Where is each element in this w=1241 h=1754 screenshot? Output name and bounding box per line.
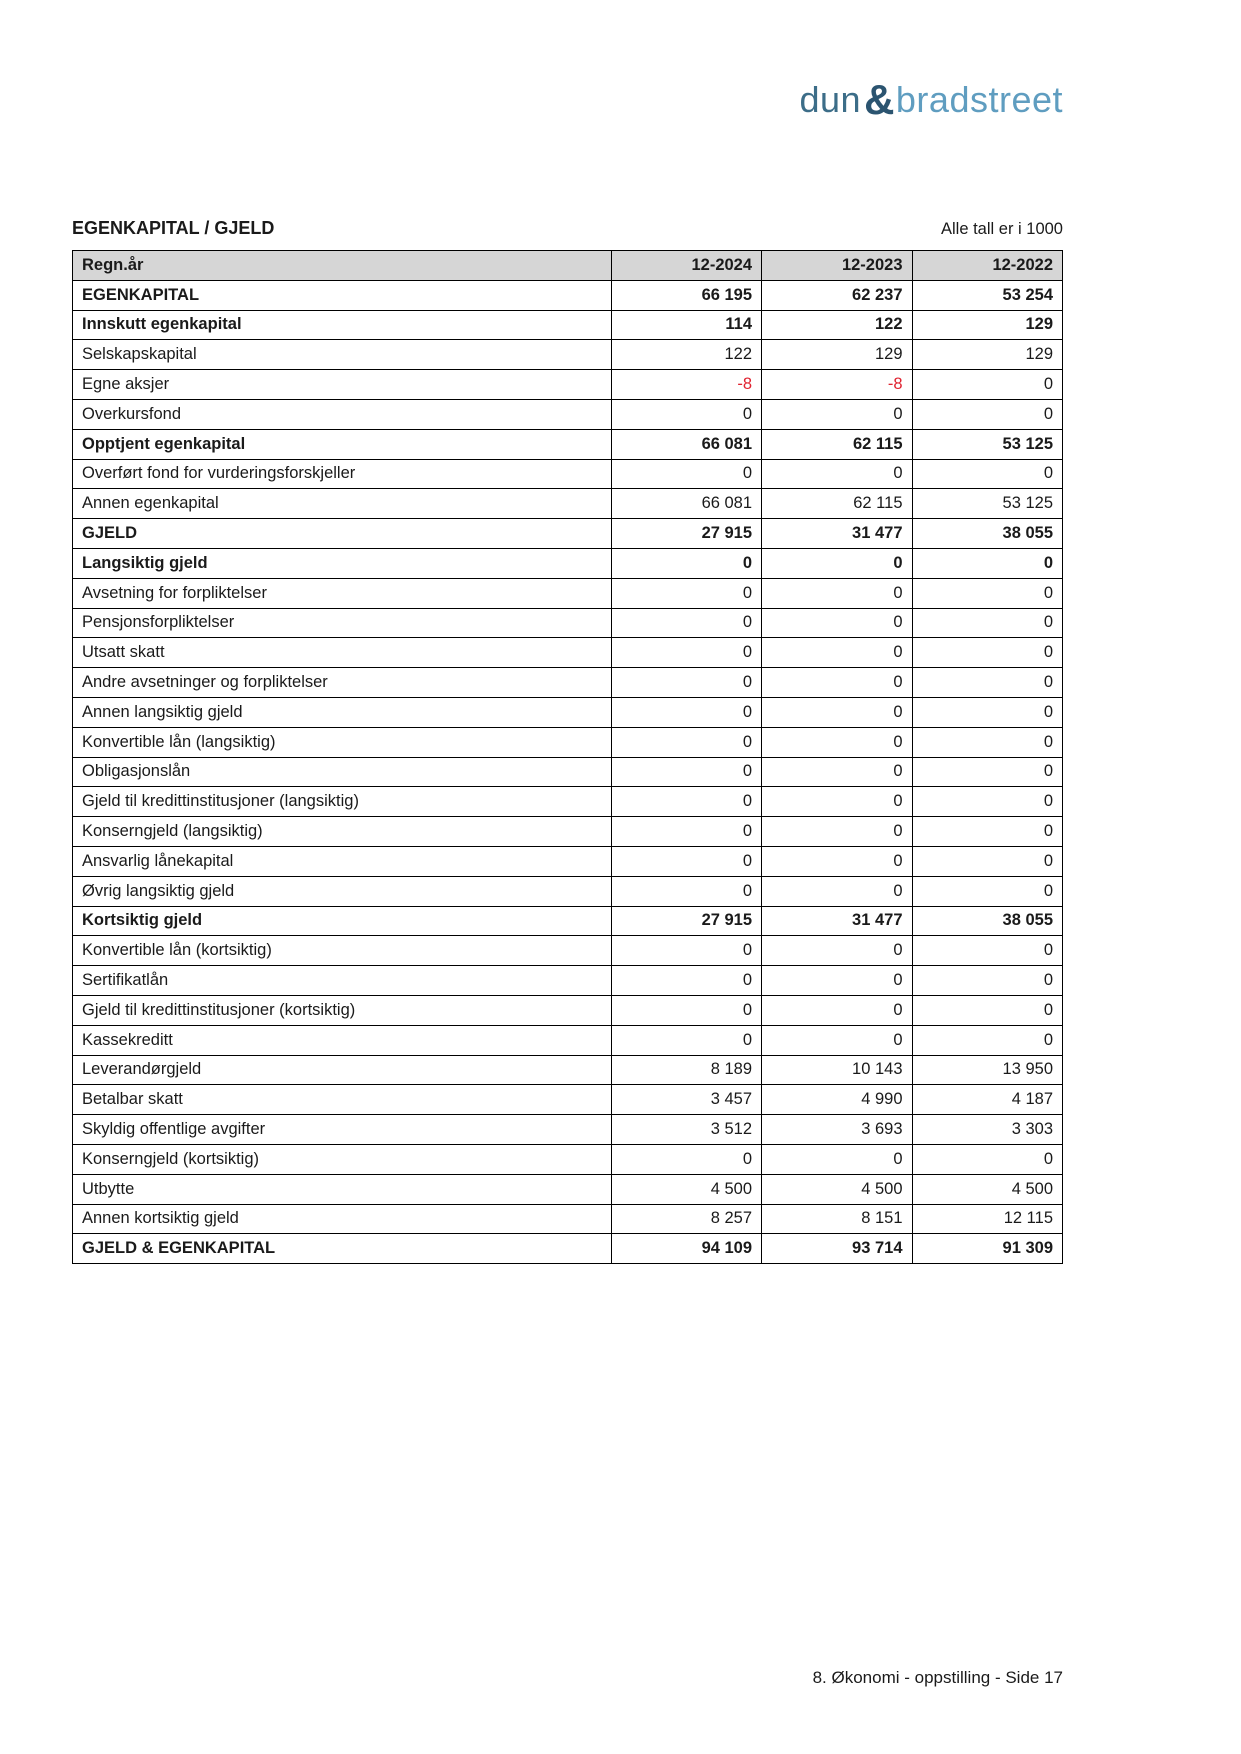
row-label: Egne aksjer [73, 370, 612, 400]
row-value: 8 151 [762, 1204, 912, 1234]
row-value: 0 [762, 399, 912, 429]
row-value: 129 [912, 310, 1063, 340]
row-label: Annen egenkapital [73, 489, 612, 519]
row-value: 0 [912, 876, 1063, 906]
row-value: 0 [611, 608, 761, 638]
row-value: 53 125 [912, 489, 1063, 519]
row-value: 0 [611, 459, 761, 489]
row-label: Konvertible lån (langsiktig) [73, 727, 612, 757]
section-title: EGENKAPITAL / GJELD [72, 218, 275, 238]
row-label: Annen kortsiktig gjeld [73, 1204, 612, 1234]
balance-sheet-section [72, 218, 1063, 1264]
row-value: 0 [611, 638, 761, 668]
row-label: Kassekreditt [73, 1025, 612, 1055]
table-row [73, 727, 1063, 757]
table-row [73, 608, 1063, 638]
row-value: 0 [611, 668, 761, 698]
row-label: Konserngjeld (kortsiktig) [73, 1144, 612, 1174]
row-value: 4 187 [912, 1085, 1063, 1115]
row-value: 66 081 [611, 429, 761, 459]
row-value: 66 195 [611, 280, 761, 310]
table-row [73, 1204, 1063, 1234]
dun-and-bradstreet-logo [799, 76, 1063, 124]
table-row [73, 995, 1063, 1025]
table-row [73, 876, 1063, 906]
table-row [73, 817, 1063, 847]
row-value: 62 115 [762, 489, 912, 519]
row-value: 53 254 [912, 280, 1063, 310]
row-value: 0 [912, 548, 1063, 578]
row-value: 0 [762, 697, 912, 727]
table-row [73, 310, 1063, 340]
row-value: 0 [611, 1144, 761, 1174]
row-label: Annen langsiktig gjeld [73, 697, 612, 727]
row-value: 0 [611, 817, 761, 847]
table-row [73, 936, 1063, 966]
row-value: 0 [912, 727, 1063, 757]
row-value: 0 [611, 1025, 761, 1055]
row-value: 91 309 [912, 1234, 1063, 1264]
column-header-year: 12-2023 [762, 251, 912, 281]
row-value: 4 990 [762, 1085, 912, 1115]
balance-table-body [73, 280, 1063, 1263]
row-value: 3 693 [762, 1115, 912, 1145]
row-label: Gjeld til kredittinstitusjoner (kortsiktig) [73, 995, 612, 1025]
row-value: 0 [611, 787, 761, 817]
row-value: 66 081 [611, 489, 761, 519]
row-value: -8 [762, 370, 912, 400]
row-value: 0 [611, 697, 761, 727]
row-value: 8 257 [611, 1204, 761, 1234]
row-label: Selskapskapital [73, 340, 612, 370]
row-value: 0 [611, 757, 761, 787]
row-value: 38 055 [912, 906, 1063, 936]
row-value: 0 [611, 936, 761, 966]
row-label: GJELD [73, 519, 612, 549]
table-row [73, 1025, 1063, 1055]
row-value: 0 [762, 876, 912, 906]
row-value: 31 477 [762, 519, 912, 549]
logo-text-dun: dun [799, 79, 862, 120]
row-label: Utsatt skatt [73, 638, 612, 668]
table-row [73, 489, 1063, 519]
row-value: 0 [912, 697, 1063, 727]
row-value: 0 [611, 876, 761, 906]
table-row [73, 966, 1063, 996]
table-row [73, 548, 1063, 578]
table-row [73, 519, 1063, 549]
row-label: EGENKAPITAL [73, 280, 612, 310]
row-value: 0 [762, 757, 912, 787]
row-label: GJELD & EGENKAPITAL [73, 1234, 612, 1264]
row-value: 0 [762, 966, 912, 996]
row-label: Obligasjonslån [73, 757, 612, 787]
row-value: 12 115 [912, 1204, 1063, 1234]
row-value: 0 [762, 846, 912, 876]
row-value: 0 [762, 578, 912, 608]
table-row [73, 459, 1063, 489]
row-label: Overført fond for vurderingsforskjeller [73, 459, 612, 489]
row-value: 0 [912, 370, 1063, 400]
row-value: 93 714 [762, 1234, 912, 1264]
table-header-row [73, 251, 1063, 281]
row-value: 3 512 [611, 1115, 761, 1145]
row-value: 122 [611, 340, 761, 370]
row-value: 62 237 [762, 280, 912, 310]
table-row [73, 1115, 1063, 1145]
row-label: Kortsiktig gjeld [73, 906, 612, 936]
row-value: 0 [611, 995, 761, 1025]
table-row [73, 1144, 1063, 1174]
row-label: Overkursfond [73, 399, 612, 429]
row-value: 38 055 [912, 519, 1063, 549]
row-value: 129 [912, 340, 1063, 370]
row-label: Utbytte [73, 1174, 612, 1204]
table-row [73, 399, 1063, 429]
row-value: 31 477 [762, 906, 912, 936]
row-value: 122 [762, 310, 912, 340]
table-row [73, 757, 1063, 787]
logo-ampersand-icon: & [864, 76, 895, 123]
row-value: 0 [611, 548, 761, 578]
logo-text-bradstreet: bradstreet [895, 79, 1063, 120]
row-value: 4 500 [762, 1174, 912, 1204]
table-row [73, 668, 1063, 698]
column-header-year: 12-2024 [611, 251, 761, 281]
balance-table [72, 250, 1063, 1264]
row-value: 0 [611, 578, 761, 608]
row-value: 0 [611, 727, 761, 757]
row-label: Langsiktig gjeld [73, 548, 612, 578]
row-value: 8 189 [611, 1055, 761, 1085]
row-value: 0 [611, 966, 761, 996]
row-value: -8 [611, 370, 761, 400]
row-value: 0 [762, 817, 912, 847]
row-value: 0 [912, 578, 1063, 608]
table-row [73, 1055, 1063, 1085]
row-value: 0 [762, 608, 912, 638]
unit-note: Alle tall er i 1000 [941, 220, 1063, 238]
row-value: 0 [912, 1025, 1063, 1055]
row-label: Konserngjeld (langsiktig) [73, 817, 612, 847]
row-value: 0 [912, 995, 1063, 1025]
table-row [73, 578, 1063, 608]
row-value: 3 303 [912, 1115, 1063, 1145]
row-value: 10 143 [762, 1055, 912, 1085]
row-value: 13 950 [912, 1055, 1063, 1085]
row-value: 0 [611, 399, 761, 429]
row-value: 0 [912, 846, 1063, 876]
row-value: 94 109 [611, 1234, 761, 1264]
row-value: 27 915 [611, 519, 761, 549]
row-label: Avsetning for forpliktelser [73, 578, 612, 608]
table-row [73, 906, 1063, 936]
row-value: 0 [762, 548, 912, 578]
table-row [73, 787, 1063, 817]
row-value: 3 457 [611, 1085, 761, 1115]
row-value: 0 [912, 399, 1063, 429]
row-label: Konvertible lån (kortsiktig) [73, 936, 612, 966]
table-row [73, 846, 1063, 876]
section-title-row [72, 218, 1063, 239]
row-label: Øvrig langsiktig gjeld [73, 876, 612, 906]
row-value: 62 115 [762, 429, 912, 459]
table-row [73, 370, 1063, 400]
row-label: Betalbar skatt [73, 1085, 612, 1115]
row-value: 0 [762, 1025, 912, 1055]
row-value: 0 [762, 668, 912, 698]
column-header-year: 12-2022 [912, 251, 1063, 281]
row-value: 129 [762, 340, 912, 370]
row-value: 0 [912, 787, 1063, 817]
column-header-label: Regn.år [73, 251, 612, 281]
table-row [73, 1174, 1063, 1204]
row-value: 114 [611, 310, 761, 340]
row-value: 0 [912, 1144, 1063, 1174]
row-value: 0 [762, 995, 912, 1025]
row-value: 4 500 [611, 1174, 761, 1204]
row-label: Andre avsetninger og forpliktelser [73, 668, 612, 698]
row-value: 0 [912, 459, 1063, 489]
row-label: Innskutt egenkapital [73, 310, 612, 340]
row-label: Ansvarlig lånekapital [73, 846, 612, 876]
row-value: 0 [762, 638, 912, 668]
row-value: 4 500 [912, 1174, 1063, 1204]
table-row [73, 280, 1063, 310]
row-label: Leverandørgjeld [73, 1055, 612, 1085]
row-value: 0 [762, 1144, 912, 1174]
row-value: 0 [762, 459, 912, 489]
table-row [73, 340, 1063, 370]
row-label: Opptjent egenkapital [73, 429, 612, 459]
row-value: 27 915 [611, 906, 761, 936]
row-value: 0 [762, 936, 912, 966]
row-label: Gjeld til kredittinstitusjoner (langsiktig) [73, 787, 612, 817]
row-value: 53 125 [912, 429, 1063, 459]
row-value: 0 [611, 846, 761, 876]
row-label: Skyldig offentlige avgifter [73, 1115, 612, 1145]
row-value: 0 [912, 757, 1063, 787]
row-value: 0 [912, 966, 1063, 996]
row-value: 0 [912, 936, 1063, 966]
row-label: Pensjonsforpliktelser [73, 608, 612, 638]
row-value: 0 [912, 817, 1063, 847]
table-row [73, 1234, 1063, 1264]
row-value: 0 [912, 668, 1063, 698]
table-row [73, 429, 1063, 459]
row-label: Sertifikatlån [73, 966, 612, 996]
row-value: 0 [762, 787, 912, 817]
table-row [73, 638, 1063, 668]
row-value: 0 [762, 727, 912, 757]
row-value: 0 [912, 638, 1063, 668]
page-footer: 8. Økonomi - oppstilling - Side 17 [812, 1668, 1063, 1687]
table-row [73, 1085, 1063, 1115]
table-row [73, 697, 1063, 727]
row-value: 0 [912, 608, 1063, 638]
